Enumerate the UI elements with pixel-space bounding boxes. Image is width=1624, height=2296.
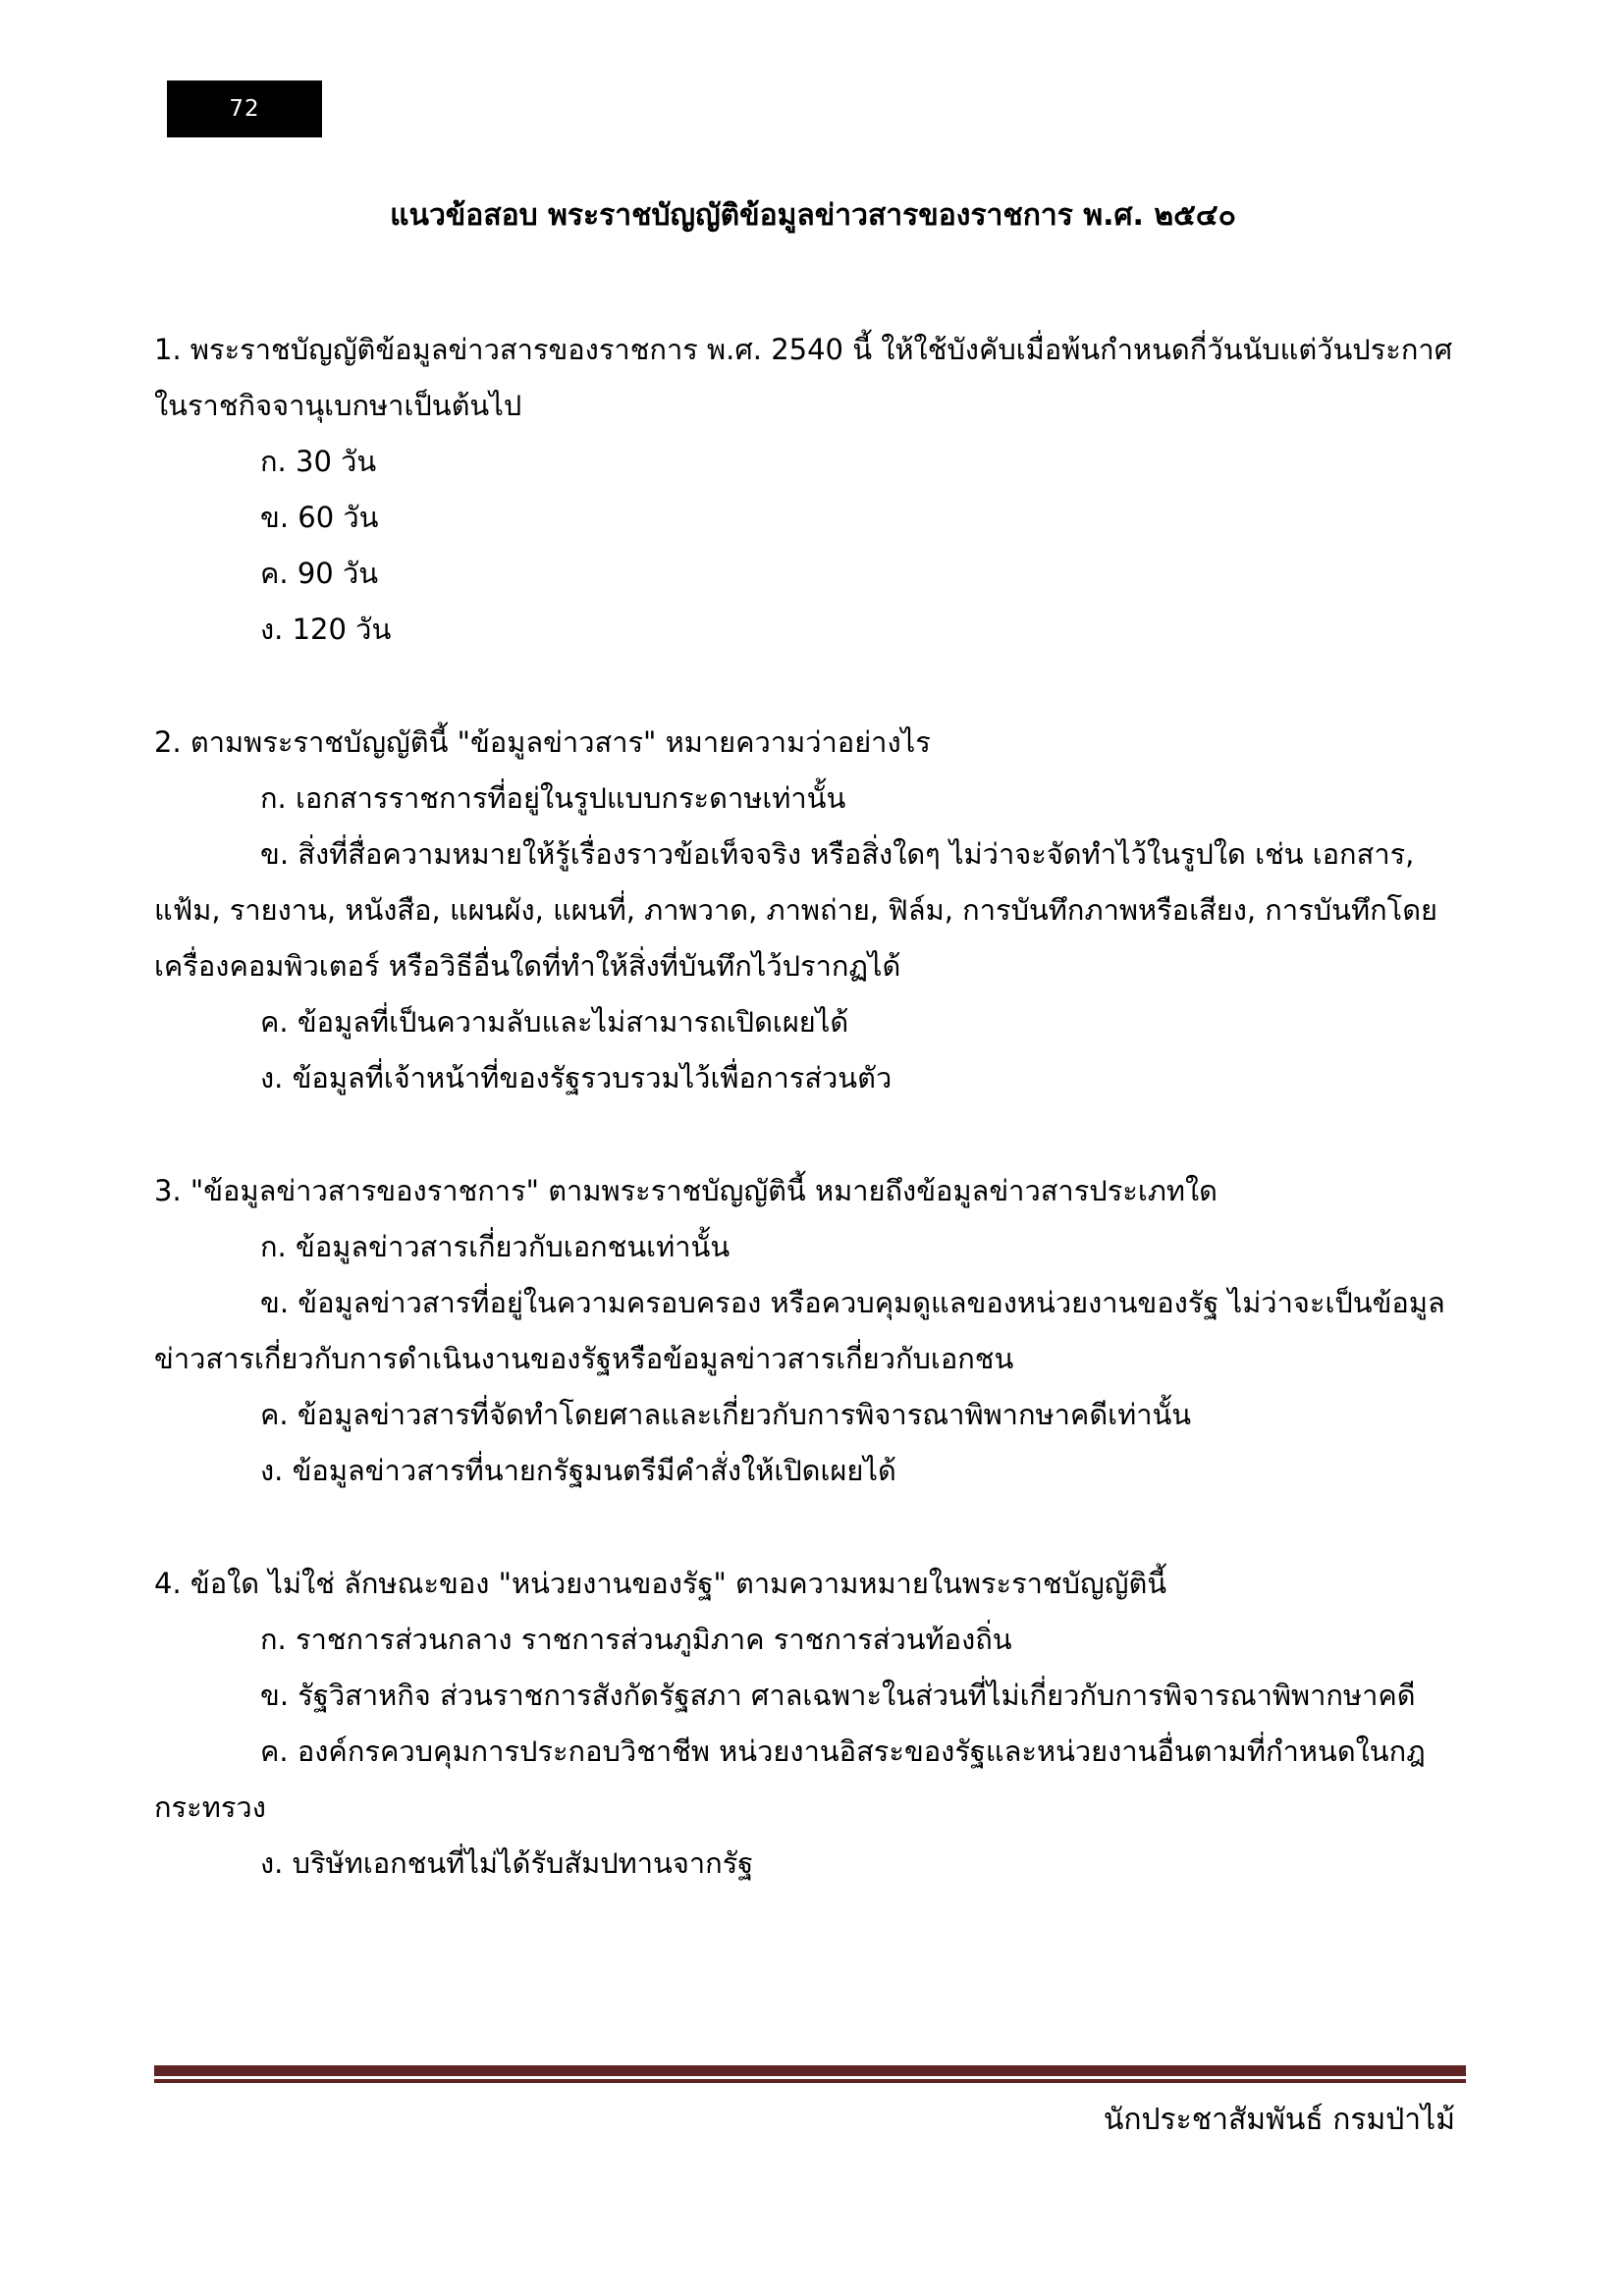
choice-item: ง. ข้อมูลข่าวสารที่นายกรัฐมนตรีมีคำสั่งให้เปิดเผยได้ xyxy=(260,1454,896,1487)
footer-credit: นักประชาสัมพันธ์ กรมป่าไม้ xyxy=(1103,2103,1455,2137)
question-block-3 xyxy=(154,1163,1472,1499)
choice-item: ง. บริษัทเอกชนที่ไม่ได้รับสัมปทานจากรัฐ xyxy=(260,1846,754,1880)
document-body xyxy=(154,190,1472,1892)
choice-item: ข. สิ่งที่สื่อความหมายให้รู้เรื่องราวข้อเท็จจริง หรือสิ่งใดๆ ไม่ว่าจะจัดทำไว้ในรูปใด เช่น เอกสาร, แฟ้ม, รายงาน, หนังสือ, แผนผัง, แผนที่, ภาพวาด, ภาพถ่าย, ฟิล์ม, การบันทึกภาพหรือเสียง, การบันทึกโดยเครื่องคอมพิวเตอร์ หรือวิธีอื่นใดที่ทำให้สิ่งที่บันทึกไว้ปรากฏได้ xyxy=(154,837,1438,983)
choice-item: ค. 90 วัน xyxy=(260,557,379,590)
choice-item: ง. 120 วัน xyxy=(260,613,392,646)
document-title: แนวข้อสอบ พระราชบัญญัติข้อมูลข่าวสารของราชการ พ.ศ. ๒๕๔๐ xyxy=(390,198,1236,233)
question-block-1 xyxy=(154,322,1472,658)
footer-rule-thick-line xyxy=(154,2065,1466,2076)
question-text: 2. ตามพระราชบัญญัตินี้ "ข้อมูลข่าวสาร" หมายความว่าอย่างไร xyxy=(154,725,931,759)
question-block-4 xyxy=(154,1556,1472,1892)
choice-item: ค. ข้อมูลที่เป็นความลับและไม่สามารถเปิดเผยได้ xyxy=(260,1005,849,1039)
choice-item: ก. ข้อมูลข่าวสารเกี่ยวกับเอกชนเท่านั้น xyxy=(260,1230,731,1263)
choice-item: ค. ข้อมูลข่าวสารที่จัดทำโดยศาลและเกี่ยวกับการพิจารณาพิพากษาคดีเท่านั้น xyxy=(260,1398,1192,1431)
choice-item: ข. ข้อมูลข่าวสารที่อยู่ในความครอบครอง หรือควบคุมดูแลของหน่วยงานของรัฐ ไม่ว่าจะเป็นข้อมูลข่าวสารเกี่ยวกับการดำเนินงานของรัฐหรือข้อมูลข่าวสารเกี่ยวกับเอกชน xyxy=(154,1286,1445,1375)
question-text: 3. "ข้อมูลข่าวสารของราชการ" ตามพระราชบัญญัตินี้ หมายถึงข้อมูลข่าวสารประเภทใด xyxy=(154,1174,1218,1207)
footer-rule xyxy=(154,2065,1466,2083)
choice-item: ข. รัฐวิสาหกิจ ส่วนราชการสังกัดรัฐสภา ศาลเฉพาะในส่วนที่ไม่เกี่ยวกับการพิจารณาพิพากษาคดี xyxy=(260,1679,1416,1712)
question-block-2 xyxy=(154,715,1472,1106)
page-number-badge: 72 xyxy=(167,80,322,137)
question-text: 4. ข้อใด ไม่ใช่ ลักษณะของ "หน่วยงานของรัฐ" ตามความหมายในพระราชบัญญัตินี้ xyxy=(154,1567,1167,1600)
choice-item: ก. เอกสารราชการที่อยู่ในรูปแบบกระดาษเท่านั้น xyxy=(260,781,846,815)
choice-item: ก. ราชการส่วนกลาง ราชการส่วนภูมิภาค ราชการส่วนท้องถิ่น xyxy=(260,1623,1012,1656)
choice-item: ง. ข้อมูลที่เจ้าหน้าที่ของรัฐรวบรวมไว้เพื่อการส่วนตัว xyxy=(260,1061,893,1095)
choice-item: ข. 60 วัน xyxy=(260,501,379,534)
question-text: 1. พระราชบัญญัติข้อมูลข่าวสารของราชการ พ.ศ. 2540 นี้ ให้ใช้บังคับเมื่อพ้นกำหนดกี่วันนับแต่วันประกาศในราชกิจจานุเบกษาเป็นต้นไป xyxy=(154,333,1453,422)
choice-item: ค. องค์กรควบคุมการประกอบวิชาชีพ หน่วยงานอิสระของรัฐและหน่วยงานอื่นตามที่กำหนดในกฎกระทรวง xyxy=(154,1735,1426,1824)
choice-item: ก. 30 วัน xyxy=(260,445,377,478)
footer-rule-thin-line xyxy=(154,2079,1466,2083)
